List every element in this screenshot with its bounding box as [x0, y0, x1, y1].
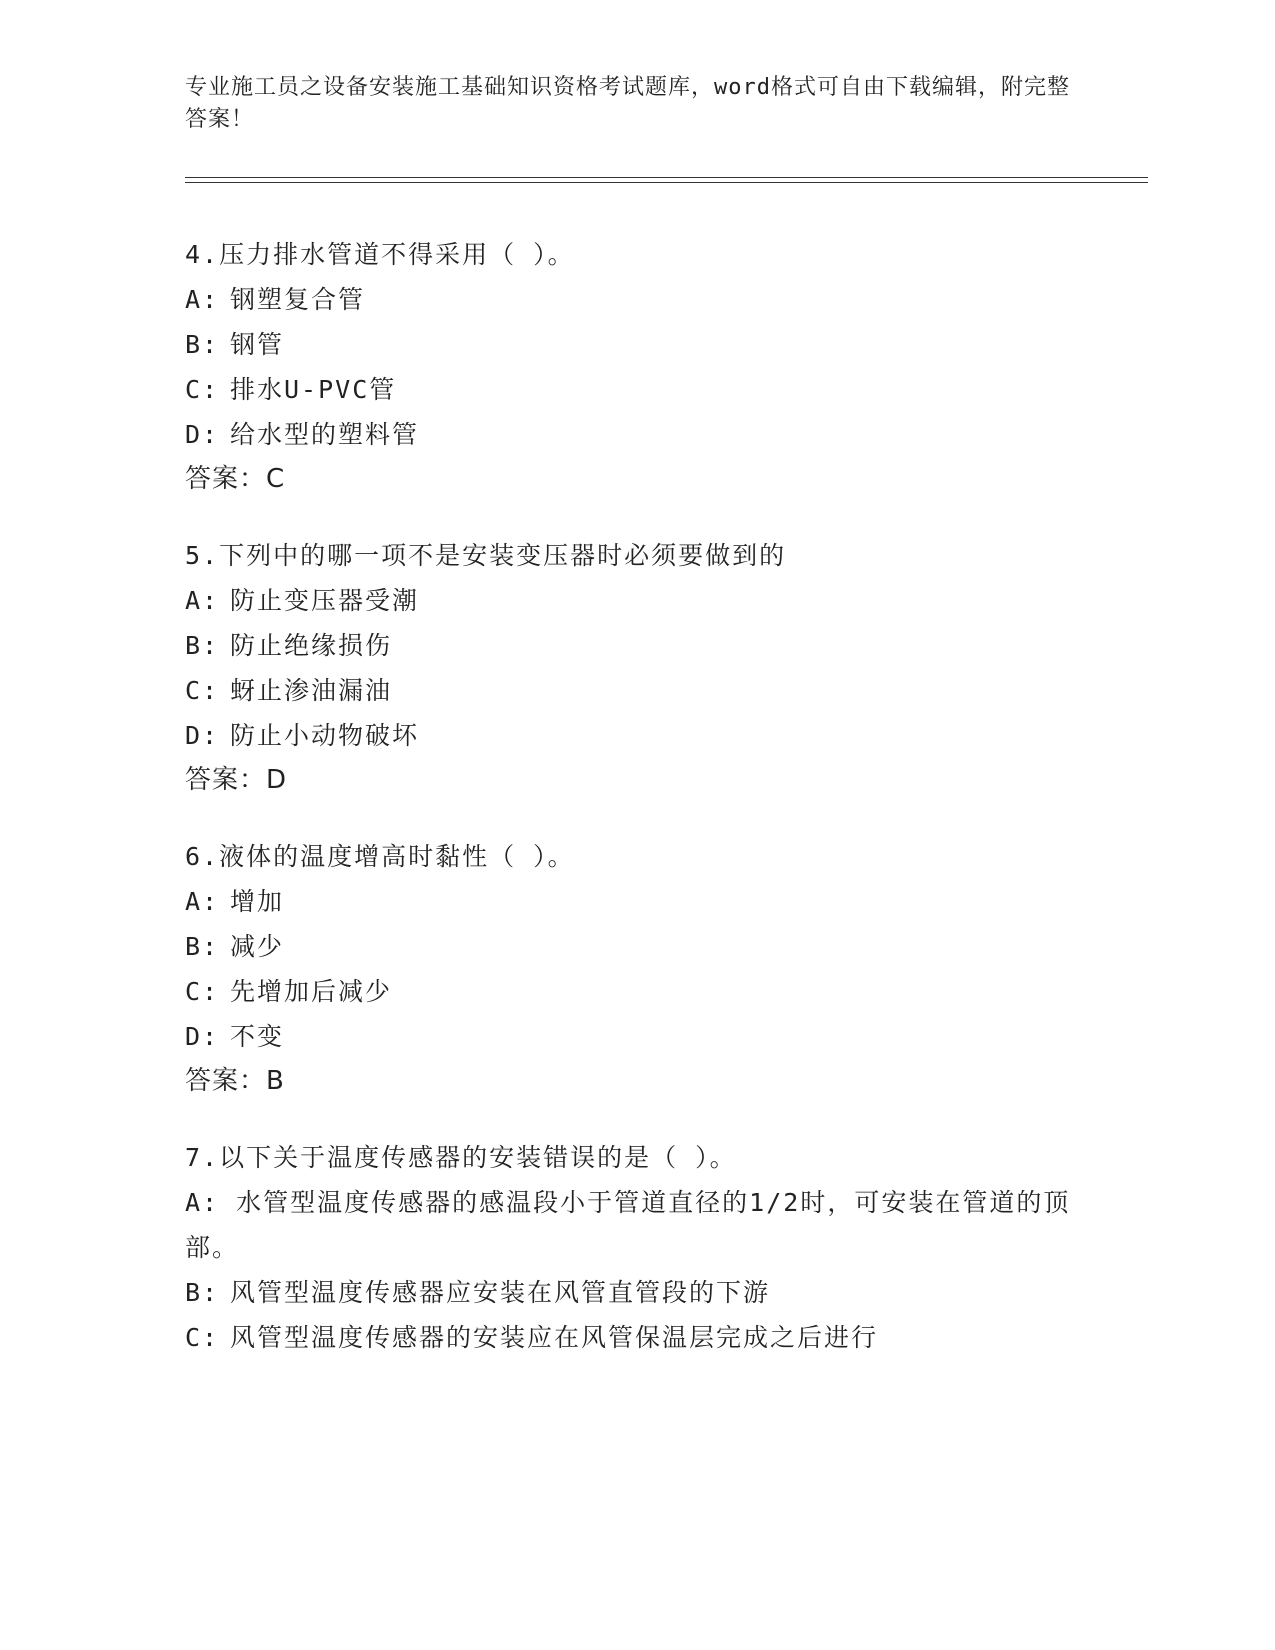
option-b: [185, 1270, 1085, 1315]
option-text: 水管型温度传感器的感温段小于管道直径的1/2时，可安装在管道的顶部。: [185, 1188, 1071, 1262]
option-text: 排水U-PVC管: [230, 375, 397, 404]
option-c: [185, 969, 1085, 1014]
option-letter: D:: [185, 721, 220, 750]
option-c: [185, 668, 1085, 713]
option-a: [185, 879, 1085, 924]
option-text: 防止绝缘损伤: [230, 631, 393, 660]
option-text: 先增加后减少: [230, 977, 393, 1006]
option-d: [185, 1014, 1085, 1059]
option-text: 减少: [230, 932, 285, 961]
option-d: [185, 412, 1085, 457]
option-letter: B:: [185, 932, 220, 961]
option-letter: A:: [185, 586, 220, 615]
option-b: [185, 322, 1085, 367]
question-6: [185, 834, 1085, 1104]
header-divider-bottom: [185, 182, 1148, 183]
option-a: [185, 1180, 1085, 1270]
option-text: 风管型温度传感器应安装在风管直管段的下游: [230, 1278, 771, 1307]
option-text: 钢管: [230, 330, 285, 359]
option-b: [185, 623, 1085, 668]
option-letter: B:: [185, 330, 220, 359]
option-letter: B:: [185, 1278, 220, 1307]
header-divider-top: [185, 177, 1148, 178]
option-b: [185, 924, 1085, 969]
option-text: 蚜止渗油漏油: [230, 676, 393, 705]
option-text: 风管型温度传感器的安装应在风管保温层完成之后进行: [230, 1323, 879, 1352]
option-letter: C:: [185, 1323, 220, 1352]
answer-label: 答案：C: [185, 464, 286, 494]
question-list: [185, 232, 1085, 1391]
question-stem: 6.液体的温度增高时黏性（ ）。: [185, 842, 575, 871]
answer-label: 答案：B: [185, 1066, 285, 1096]
option-text: 增加: [230, 887, 285, 916]
option-letter: D:: [185, 420, 220, 449]
option-text: 防止变压器受潮: [230, 586, 420, 615]
document-header: 专业施工员之设备安装施工基础知识资格考试题库，word格式可自由下载编辑，附完整答案！: [185, 75, 1070, 132]
option-text: 钢塑复合管: [230, 285, 366, 314]
option-letter: B:: [185, 631, 220, 660]
option-letter: C:: [185, 676, 220, 705]
option-text: 防止小动物破坏: [230, 721, 420, 750]
option-letter: D:: [185, 1022, 220, 1051]
question-stem: 4.压力排水管道不得采用（ ）。: [185, 240, 575, 269]
answer-label: 答案：D: [185, 765, 288, 795]
option-a: [185, 578, 1085, 623]
question-4: [185, 232, 1085, 502]
option-text: 不变: [230, 1022, 285, 1051]
question-stem: 5.下列中的哪一项不是安装变压器时必须要做到的: [185, 541, 787, 570]
option-c: [185, 367, 1085, 412]
option-c: [185, 1315, 1085, 1360]
option-text: 给水型的塑料管: [230, 420, 420, 449]
option-letter: C:: [185, 375, 220, 404]
option-letter: A:: [185, 887, 220, 916]
question-5: [185, 533, 1085, 803]
option-letter: A:: [185, 1188, 220, 1217]
option-letter: C:: [185, 977, 220, 1006]
question-7: [185, 1135, 1085, 1360]
question-stem: 7.以下关于温度传感器的安装错误的是（ ）。: [185, 1143, 737, 1172]
option-d: [185, 713, 1085, 758]
option-a: [185, 277, 1085, 322]
option-letter: A:: [185, 285, 220, 314]
